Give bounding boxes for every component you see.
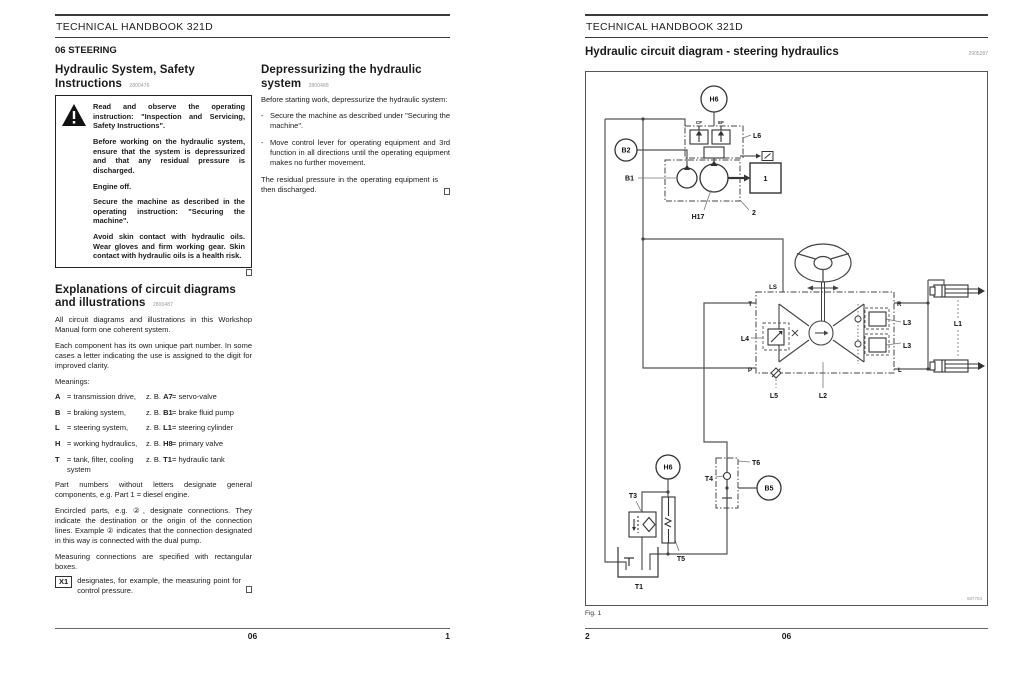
paragraph: Measuring connections are specified with rectangular boxes.: [55, 552, 252, 572]
label-t5: T5: [676, 556, 686, 563]
footer-chapter: 06: [247, 631, 258, 641]
meaning-desc: = steering system,: [67, 423, 129, 433]
label-t6: T6: [752, 460, 761, 467]
label-box1: 1: [763, 174, 768, 183]
x1-text: designates, for example, the measuring point for control pressure.: [77, 576, 241, 595]
label-l6: L6: [753, 133, 762, 140]
section-code: 2800476: [129, 82, 150, 89]
bullet-text: Secure the machine as described under "Securing the machine".: [270, 111, 450, 131]
label-l4: L4: [740, 336, 749, 343]
left-page-footer: [55, 628, 450, 643]
left-page: [55, 14, 450, 596]
l4-valve: [768, 329, 784, 345]
label-ef: EF: [718, 120, 724, 125]
label-h6-bottom: H6: [663, 464, 673, 472]
figure-code: 687704: [966, 596, 982, 601]
footer-page-number: 2: [585, 631, 590, 641]
chapter-title: 06 STEERING: [55, 45, 117, 56]
bullet-item: [261, 138, 450, 168]
label-r: R: [897, 302, 902, 308]
right-page: [585, 14, 988, 617]
warning-text: [93, 102, 245, 261]
paragraph: The residual pressure in the operating equipment is then discharged.: [261, 174, 438, 194]
meaning-letter: L: [55, 423, 60, 433]
label-b5: B5: [764, 485, 774, 493]
warning-box: [55, 95, 252, 268]
footer-chapter: 06: [781, 631, 792, 641]
meaning-row: [55, 408, 252, 418]
handbook-title: TECHNICAL HANDBOOK 321D: [586, 21, 744, 33]
meaning-def: = steering cylinder: [172, 423, 234, 433]
filter: [629, 512, 656, 537]
meaning-zb: z. B.: [146, 391, 162, 401]
meaning-letter: T: [55, 454, 60, 464]
measuring-point-box: X1: [55, 576, 72, 588]
label-t4: T4: [704, 476, 713, 483]
meanings-label: Meanings:: [55, 376, 90, 386]
depressurizing-heading: [261, 64, 450, 91]
right-page-header: [585, 14, 988, 38]
priority-valve-enclosure: [685, 126, 743, 158]
footer-page-number: 1: [445, 631, 450, 641]
paragraph: All circuit diagrams and illustrations in this Workshop Manual form one coherent system.: [55, 315, 252, 334]
meaning-desc: = transmission drive,: [67, 391, 136, 401]
meaning-def: = servo-valve: [172, 391, 217, 401]
meaning-letter: H: [55, 439, 61, 449]
label-t1: T1: [634, 584, 644, 591]
explanations-heading: [55, 284, 252, 311]
figure-frame: [585, 71, 988, 606]
right-page-footer: [585, 628, 988, 643]
diagram-title: [585, 46, 988, 58]
hydraulic-circuit-diagram: [586, 72, 987, 605]
dual-pump: [677, 161, 728, 193]
warning-paragraph: Secure the machine as described in the operating instruction: "Securing the machine".: [93, 197, 245, 226]
meaning-zb: z. B.: [146, 407, 162, 417]
meaning-desc: = working hydraulics,: [67, 439, 138, 449]
bullet-dash: -: [261, 138, 264, 148]
left-column: [55, 62, 252, 596]
priority-valve: [690, 126, 730, 158]
meaning-letter: A: [55, 391, 61, 401]
meaning-code: L1: [163, 423, 172, 433]
warning-paragraph: Read and observe the operating instruction: "Inspection and Servicing, Safety Instructions".: [93, 102, 245, 131]
meaning-zb: z. B.: [146, 423, 162, 433]
label-l2: L2: [818, 393, 828, 400]
end-of-section-marker: [246, 586, 252, 593]
warning-paragraph: Before working on the hydraulic system, ensure that the system is depressurized and that any residual pressure is discharged.: [93, 137, 245, 175]
label-l3b: L3: [903, 343, 912, 350]
label-h17: H17: [691, 214, 705, 221]
meaning-code: H8: [163, 439, 173, 449]
x1-note: [55, 576, 252, 596]
paragraph: Part numbers without letters designate general components, e.g. Part 1 = diesel engine.: [55, 480, 252, 500]
meaning-code: T1: [163, 454, 172, 464]
label-l: L: [898, 368, 902, 374]
explanations-heading-text: Explanations of circuit diagrams and illustrations: [55, 283, 236, 310]
meaning-zb: z. B.: [146, 439, 162, 449]
label-t3: T3: [628, 493, 638, 500]
label-t: T: [748, 302, 752, 308]
diagram-title-text: Hydraulic circuit diagram - steering hydraulics: [585, 46, 839, 58]
meaning-def: = primary valve: [172, 439, 224, 449]
meaning-row: [55, 392, 252, 402]
label-b1: B1: [625, 175, 634, 183]
paragraph: Before starting work, depressurize the hydraulic system:: [261, 95, 448, 105]
meaning-code: B1: [163, 407, 173, 417]
end-of-section-marker: [246, 269, 252, 276]
warning-paragraph: Engine off.: [93, 181, 132, 191]
meaning-desc: = braking system,: [67, 407, 126, 417]
bullet-dash: -: [261, 111, 264, 121]
label-ls: LS: [769, 285, 777, 291]
meaning-row: [55, 423, 252, 433]
safety-heading-text: Hydraulic System, Safety Instructions: [55, 64, 195, 90]
safety-heading: [55, 64, 252, 91]
meaning-zb: z. B.: [146, 454, 162, 464]
left-page-header: [55, 14, 450, 38]
paragraph: Encircled parts, e.g. ②, designate connections. They indicate the destination or the origin of the connection lines. Example ② indicates that the connection designated in this way is connected with the dual pump.: [55, 506, 252, 546]
section-code: 2800487: [152, 302, 173, 309]
measuring-connection-box: [762, 152, 773, 161]
l5-valve: [771, 368, 781, 378]
meaning-def: = brake fluid pump: [172, 407, 234, 417]
meaning-letter: B: [55, 407, 61, 417]
bullet-text: Move control lever for operating equipment and 3rd function in all directions until the operating equipment makes no further movement.: [270, 138, 450, 167]
steering-cylinders: [930, 285, 985, 372]
end-of-section-marker: [444, 188, 450, 195]
l3-valves: [869, 312, 886, 352]
paragraph: Each component has its own unique part number. In some cases a letter indicating the use is assigned to the digit for improved clarity.: [55, 340, 252, 370]
label-l5: L5: [769, 393, 779, 400]
label-l1: L1: [953, 321, 963, 328]
warning-triangle-icon: [61, 102, 87, 261]
label-h6-top: H6: [709, 96, 719, 104]
section-code: 2800488: [308, 82, 329, 89]
meaning-row: [55, 439, 252, 449]
meaning-row: [55, 455, 252, 475]
figure-caption: Fig. 1: [585, 610, 602, 617]
bullet-item: [261, 111, 450, 131]
depressurizing-heading-text: Depressurizing the hydraulic system: [261, 64, 422, 90]
handbook-title: TECHNICAL HANDBOOK 321D: [56, 21, 214, 33]
label-b2: B2: [621, 147, 631, 155]
meaning-def: = hydraulic tank: [172, 454, 225, 464]
label-2: 2: [752, 210, 756, 217]
meaning-desc: = tank, filter, cooling system: [67, 454, 134, 474]
label-l3a: L3: [903, 320, 912, 327]
section-code: 2905287: [968, 51, 988, 57]
meaning-code: A7: [163, 391, 173, 401]
steering-wheel: [795, 244, 851, 321]
right-column: [261, 62, 450, 596]
label-cf: CF: [696, 120, 702, 125]
label-p: P: [747, 368, 752, 374]
warning-paragraph: Avoid skin contact with hydraulic oils. Wear gloves and firm working gear. Skin contact with hydraulic oils is a health risk.: [93, 232, 245, 261]
cooler: [662, 497, 675, 543]
return-valve-block: [722, 458, 732, 508]
